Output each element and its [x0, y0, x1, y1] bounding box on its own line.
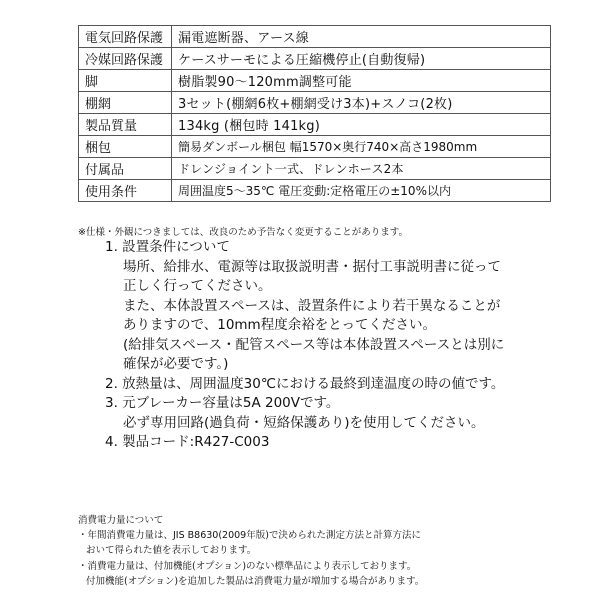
- note-4: 4. 製品コード:R427-C003: [105, 434, 270, 450]
- spec-key: 使用条件: [79, 180, 172, 202]
- table-row: [79, 26, 551, 48]
- power-text: おいて得られた値を表示しております。: [86, 545, 257, 557]
- table-row: [79, 70, 551, 92]
- spec-value: ケースサーモによる圧縮機停止(自動復帰): [172, 48, 551, 70]
- note-2: 2. 放熱量は、周囲温度30℃における最終到達温度の時の値です。: [105, 375, 505, 392]
- notes-list: [105, 238, 504, 453]
- spec-value: 樹脂製90〜120mm調整可能: [172, 70, 551, 92]
- table-row: [79, 180, 551, 202]
- spec-key: 梱包: [79, 136, 172, 158]
- table-row: [79, 136, 551, 158]
- power-text: ・年間消費電力量は、JIS B8630(2009年版)で決められた測定方法と計算方法に: [78, 530, 421, 542]
- spec-key: 脚: [79, 70, 172, 92]
- spec-value: 漏電遮断器、アース線: [172, 26, 551, 48]
- spec-value: 周囲温度5〜35℃ 電圧変動:定格電圧の±10%以内: [172, 180, 551, 202]
- spec-key: 製品質量: [79, 114, 172, 136]
- spec-key: 冷媒回路保護: [79, 48, 172, 70]
- spec-key: 電気回路保護: [79, 26, 172, 48]
- table-row: [79, 48, 551, 70]
- table-row: [79, 158, 551, 180]
- note-1-heading: 1. 設置条件について: [105, 239, 230, 255]
- power-text: ・消費電力量は、付加機能(オプション)のない標準品により表示しております。: [78, 560, 417, 572]
- note-1-text: 場所、給排水、電源等は取扱説明書・据付工事説明書に従って: [123, 258, 501, 275]
- spec-value: 3セット(棚網6枚+棚網受け3本)+スノコ(2枚): [172, 92, 551, 114]
- power-text: 付加機能(オプション)を追加した製品は消費電力量が増加する場合があります。: [86, 575, 425, 587]
- note-1-text: ありますので、10mm程度余裕をとってください。: [123, 317, 436, 333]
- power-title: 消費電力量について: [78, 515, 164, 526]
- spec-key: 付属品: [79, 158, 172, 180]
- note-1-text: 確保が必要です。): [123, 356, 229, 372]
- note-1-text: (給排気スペース・配管スペース等は本体設置スペースとは別に: [123, 336, 505, 353]
- note-1-text: また、本体設置スペースは、設置条件により若干異なることが: [123, 297, 501, 314]
- spec-value: ドレンジョイント一式、ドレンホース2本: [172, 158, 551, 180]
- spec-value: 134kg (梱包時 141kg): [172, 114, 551, 136]
- note-1-text: 正しく行ってください。: [123, 278, 272, 294]
- table-row: [79, 114, 551, 136]
- note-3: 3. 元ブレーカー容量は5A 200Vです。: [105, 395, 340, 411]
- power-consumption-section: [78, 513, 424, 589]
- spec-key: 棚網: [79, 92, 172, 114]
- spec-value: 簡易ダンボール梱包 幅1570×奥行740×高さ1980mm: [172, 136, 551, 158]
- spec-table: [78, 25, 551, 202]
- note-3-text: 必ず専用回路(過負荷・短絡保護あり)を使用してください。: [123, 414, 485, 431]
- table-row: [79, 92, 551, 114]
- spec-note: ※仕様・外観につきましては、改良のため予告なく変更することがあります。: [78, 227, 409, 238]
